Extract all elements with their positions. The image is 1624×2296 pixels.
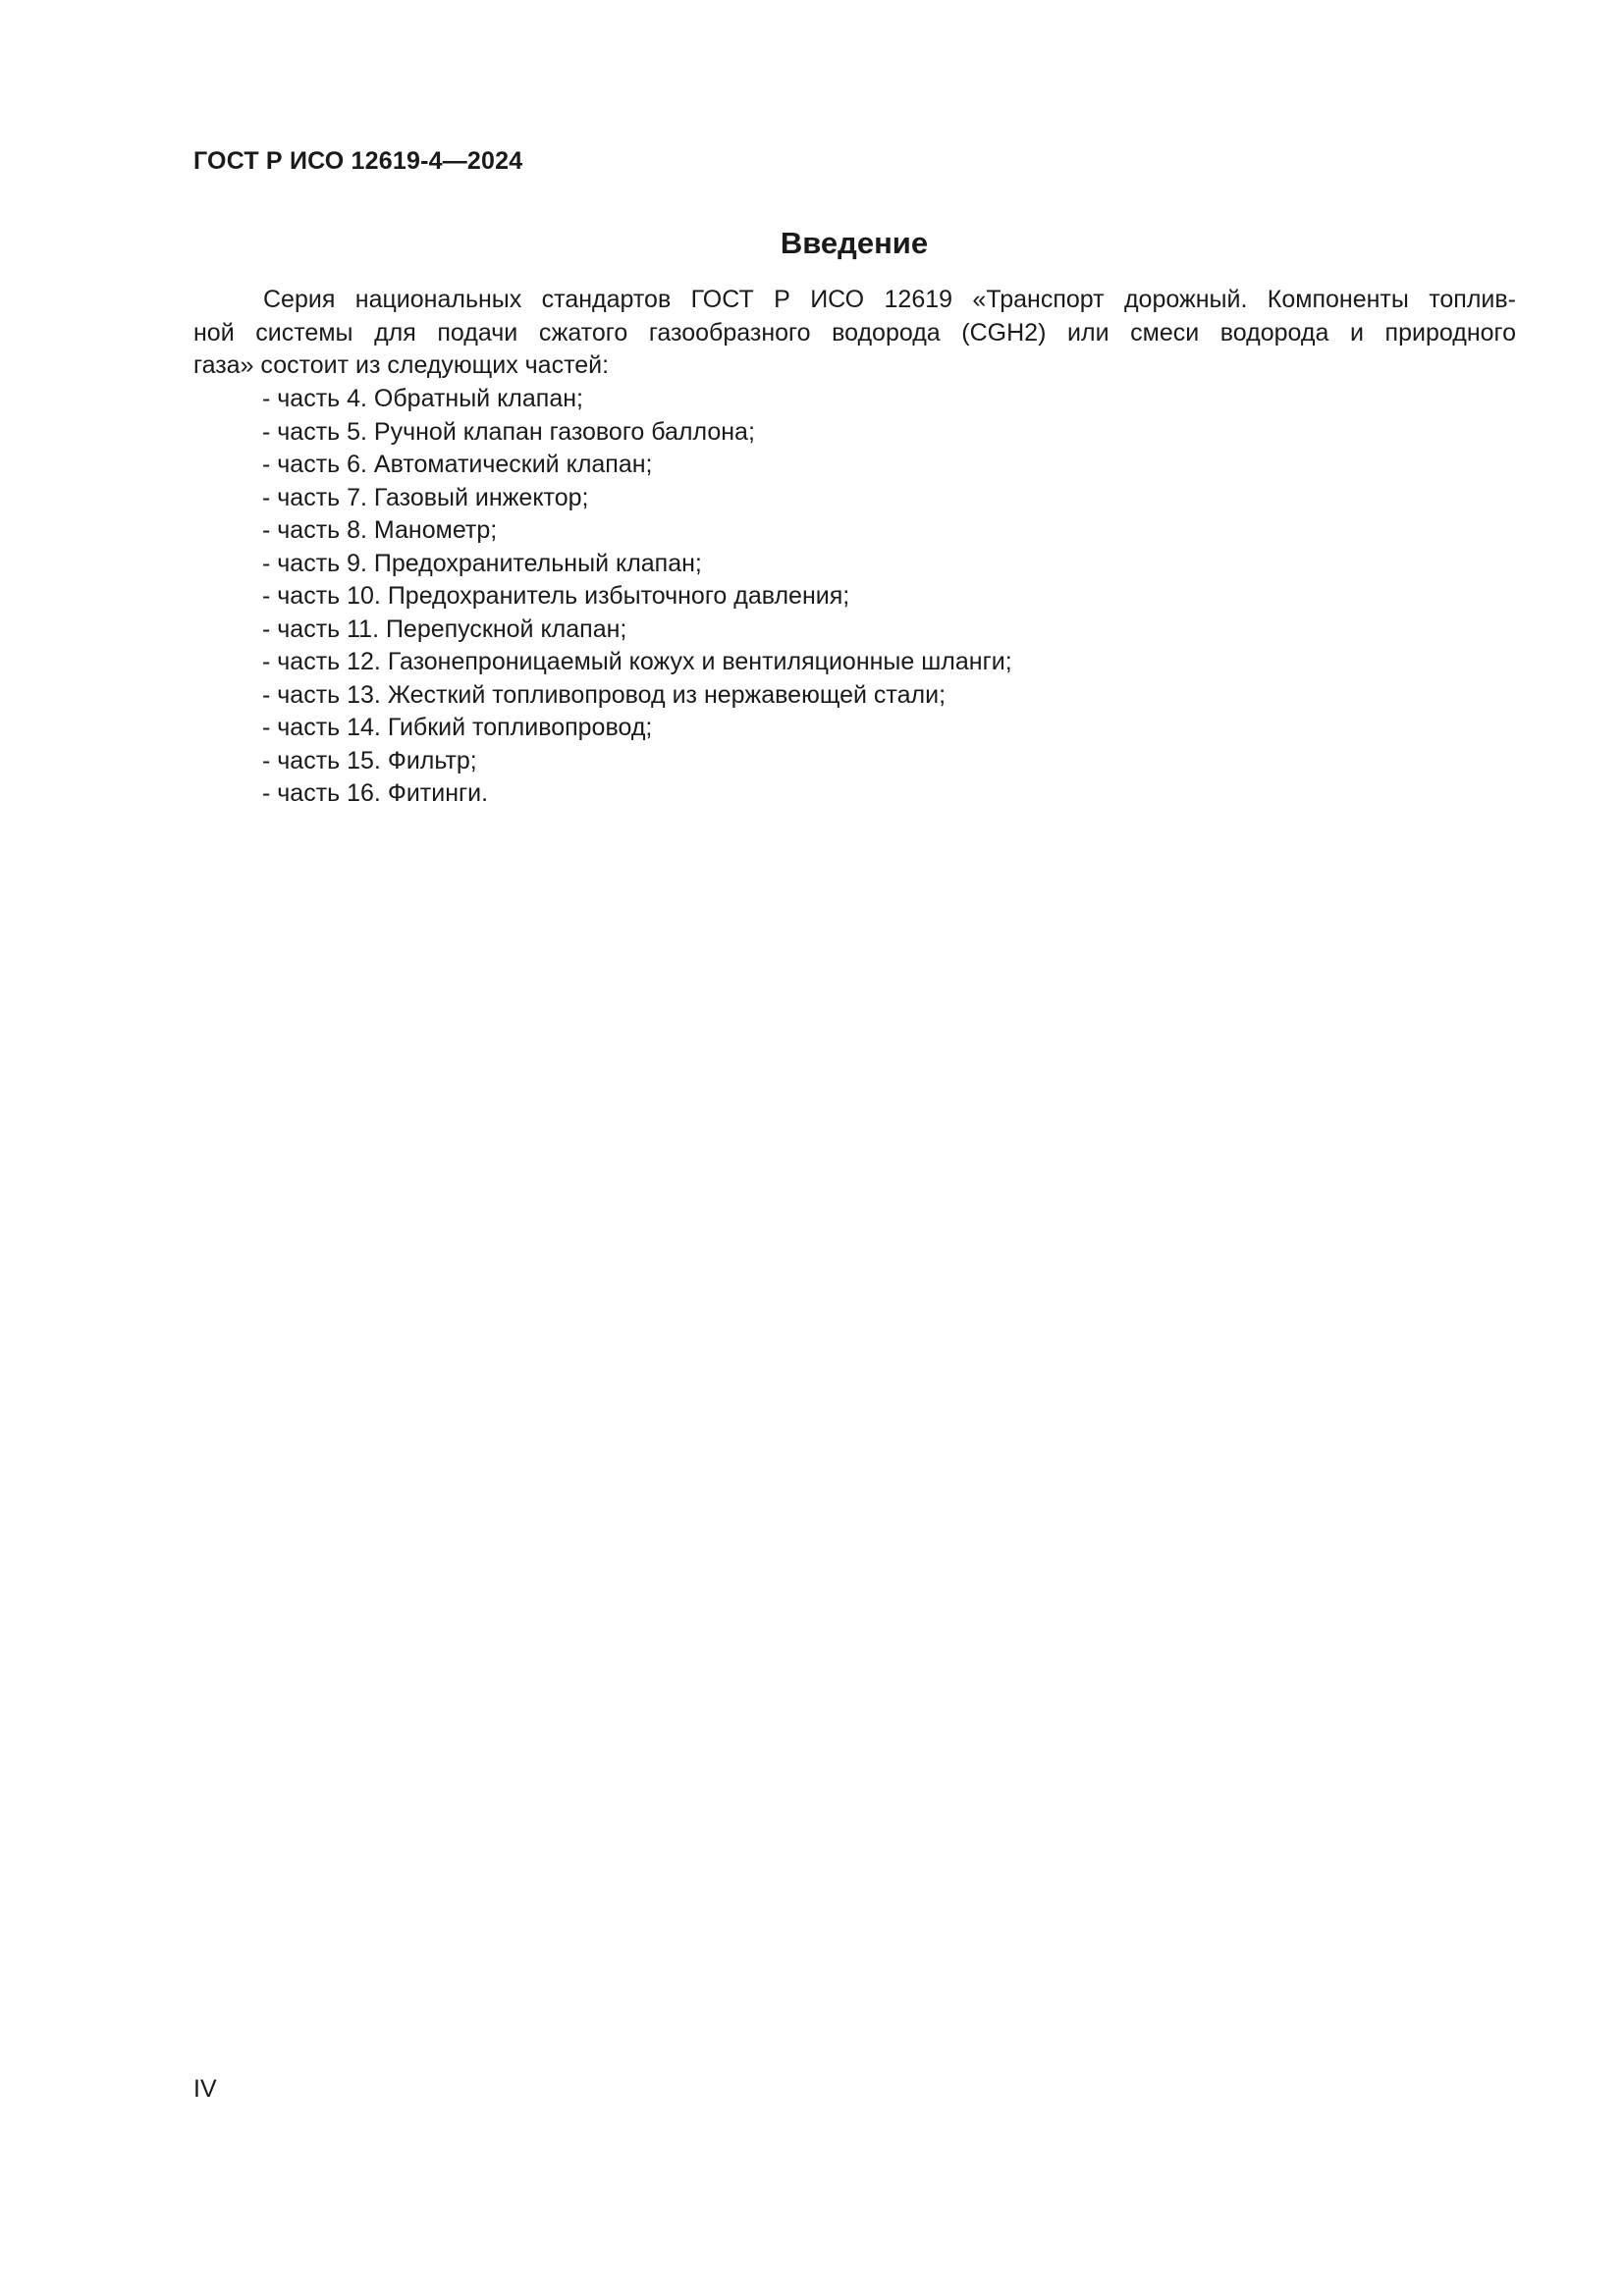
list-item: - часть 8. Манометр;: [262, 516, 498, 544]
intro-line: ной системы для подачи сжатого газообразного водорода (CGH2) или смеси водорода и природного: [193, 318, 1516, 347]
list-item: - часть 15. Фильтр;: [262, 746, 477, 774]
list-item: - часть 5. Ручной клапан газового баллона;: [262, 417, 755, 446]
page-number: IV: [193, 2075, 217, 2103]
document-header: ГОСТ Р ИСО 12619-4—2024: [193, 147, 523, 175]
section-title: Введение: [780, 226, 929, 260]
list-item: - часть 13. Жесткий топливопровод из нержавеющей стали;: [262, 680, 947, 709]
intro-line: газа» состоит из следующих частей:: [193, 351, 610, 379]
intro-paragraph: [193, 284, 1516, 383]
list-item: - часть 6. Автоматический клапан;: [262, 451, 653, 478]
list-item: - часть 9. Предохранительный клапан;: [262, 549, 702, 577]
intro-line: Серия национальных стандартов ГОСТ Р ИСО 12619 «Транспорт дорожный. Компоненты топлив-: [263, 286, 1516, 313]
list-item: - часть 16. Фитинги.: [262, 779, 489, 807]
list-item: - часть 11. Перепускной клапан;: [262, 614, 627, 643]
parts-list: [262, 383, 1012, 811]
list-item: - часть 4. Обратный клапан;: [262, 385, 583, 412]
list-item: - часть 10. Предохранитель избыточного давления;: [262, 582, 850, 610]
list-item: - часть 12. Газонепроницаемый кожух и вентиляционные шланги;: [262, 648, 1012, 675]
list-item: - часть 7. Газовый инжектор;: [262, 483, 589, 511]
list-item: - часть 14. Гибкий топливопровод;: [262, 714, 653, 741]
